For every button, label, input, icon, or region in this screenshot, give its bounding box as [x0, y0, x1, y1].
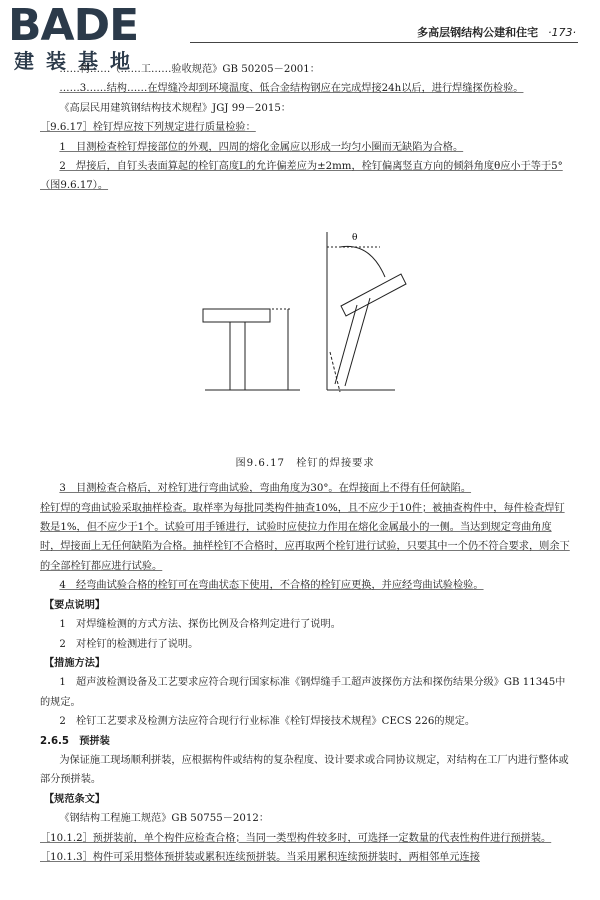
- text-line: 3 目测检查合格后，对栓钉进行弯曲试验，弯曲角度为30°。在焊接面上不得有任何缺陷。: [59, 483, 472, 495]
- text-line: 2 对栓钉的检测进行了说明。: [59, 638, 199, 650]
- text-paragraph: 栓钉焊的弯曲试验采取抽样检查。取样率为每批同类构件抽查10%，且不应少于10件；被抽查构件中，每件检查焊钉数是1%，但不应少于1个。试验可用手锤进行，试验时应使拉力作用在熔化金属最小的一侧。当达到规定弯曲角度时，焊接面上无任何缺陷为合格。抽样栓钉不合格时，应再取两个栓钉进行试验，只要其中一个仍不符合要求，则余下的全部栓钉都应进行试验。: [40, 502, 570, 572]
- stud-diagram: [40, 202, 570, 452]
- text-line: 1 对焊缝检测的方式方法、探伤比例及合格判定进行了说明。: [59, 619, 341, 631]
- book-title: 多高层钢结构公建和住宅: [417, 26, 539, 39]
- page-number: ·173·: [548, 26, 576, 39]
- logo-subtitle: 建装基地: [14, 49, 142, 73]
- clause-10-1-3: ［10.1.3］构件可采用整体预拼装或累积连续预拼装。当采用累积连续预拼装时，两相邻单元连接: [40, 851, 480, 863]
- text-line: 2 栓钉工艺要求及检测方法应符合现行行业标准《栓钉焊接技术规程》CECS 226的规定。: [59, 716, 476, 728]
- section-label: 【规范条文】: [44, 793, 106, 805]
- text-line: 1 目测检查栓钉焊接部位的外观，四周的熔化金属应以形成一均匀小圈而无缺陷为合格。: [59, 141, 464, 153]
- text-line: 《高层民用建筑钢结构技术规程》JGJ 99－2015：: [59, 102, 291, 114]
- clause-9-6-17: ［9.6.17］栓钉焊应按下列规定进行质量检验：: [40, 122, 256, 134]
- stud-weld-figure: [40, 202, 570, 452]
- text-line: ……构……（……工……验收规范》GB 50205－2001：: [59, 64, 320, 75]
- section-label: 【措施方法】: [44, 657, 106, 669]
- clause-10-1-2: ［10.1.2］预拼装前，单个构件应检查合格；当同一类型构件较多时，可选择一定数量的代表性构件进行预拼装。: [40, 832, 552, 844]
- section-label: 【要点说明】: [44, 599, 106, 611]
- logo-wordmark: BADE: [8, 0, 139, 51]
- text-line: 《钢结构工程施工规范》GB 50755－2012：: [59, 813, 270, 825]
- text-line: 4 经弯曲试验合格的栓钉可在弯曲状态下使用，不合格的栓钉应更换，并应经弯曲试验检验。: [59, 580, 484, 592]
- page-body: [40, 60, 570, 867]
- text-line: 1 超声波检测设备及工艺要求应符合现行国家标准《钢焊缝手工超声波探伤方法和探伤结果分级》GB 11345中的规定。: [40, 677, 566, 708]
- angle-label: θ: [352, 232, 358, 243]
- text-line: ……3……结构……在焊缝冷却到环境温度、低合金结构钢应在完成焊接24h以后，进行焊缝探伤检验。: [59, 83, 524, 95]
- running-header: [417, 24, 576, 40]
- figure-caption: 图9.6.17 栓钉的焊接要求: [235, 457, 375, 469]
- section-heading: 2.6.5 预拼装: [40, 735, 110, 747]
- header-rule: [190, 42, 578, 43]
- text-line: 2 焊接后，自钉头表面算起的栓钉高度L的允许偏差应为±2mm，栓钉偏离竖直方向的倾斜角度θ应小于等于5°（图9.6.17）。: [40, 161, 563, 192]
- text-line: 为保证施工现场顺利拼装，应根据构件或结构的复杂程度、设计要求或合同协议规定，对结构在工厂内进行整体或部分预拼装。: [40, 754, 569, 786]
